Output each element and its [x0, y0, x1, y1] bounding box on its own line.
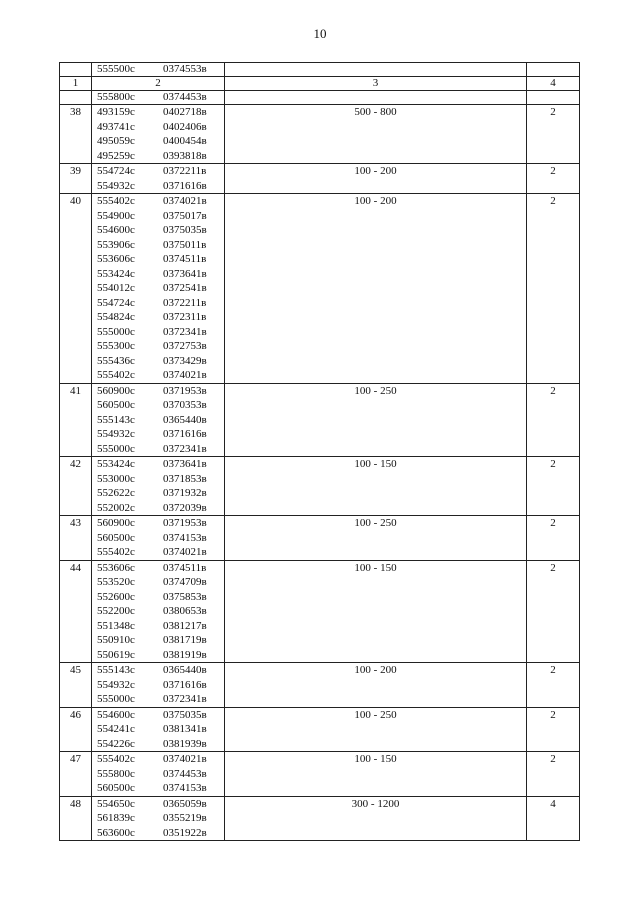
coord-lon: 0374709в [163, 576, 207, 588]
row-number: 39 [60, 164, 92, 194]
coord-lat: 553000с [97, 472, 135, 485]
coord-lat: 553424с [97, 267, 135, 280]
coord-lon: 0355219в [163, 812, 207, 824]
range-value: 300 - 1200 [225, 796, 527, 841]
table-row [60, 457, 580, 516]
class-value: 2 [527, 516, 580, 561]
coordinate-pair [92, 575, 224, 590]
coordinate-pair [92, 811, 224, 826]
coord-lon: 0375011в [163, 238, 207, 251]
table-row [60, 707, 580, 752]
coordinate-pair [92, 708, 224, 723]
class-value: 2 [527, 383, 580, 457]
coord-lon: 0374511в [163, 253, 207, 265]
coord-lon: 0374453в [163, 767, 207, 780]
coordinates-cell [92, 164, 225, 194]
row-number: 42 [60, 457, 92, 516]
range-value: 100 - 150 [225, 752, 527, 797]
coord-lon: 0372753в [163, 340, 207, 352]
coord-lon: 0381217в [163, 619, 207, 632]
coordinates-cell [92, 752, 225, 797]
coord-lat: 554932с [97, 678, 135, 691]
coord-lon: 0371953в [163, 384, 207, 397]
coord-lon: 0374511в [163, 561, 207, 574]
coord-lat: 552200с [97, 605, 135, 617]
coord-lat: 555800с [97, 91, 135, 103]
coordinate-pair [92, 179, 224, 194]
coord-lon: 0372039в [163, 501, 207, 514]
coord-lon: 0374021в [163, 546, 207, 558]
table-row [60, 516, 580, 561]
coordinate-pair [92, 678, 224, 693]
coord-lon: 0381919в [163, 648, 207, 661]
coord-lat: 552600с [97, 590, 135, 603]
coord-lat: 560500с [97, 531, 135, 544]
coord-lon: 0371616в [163, 179, 207, 192]
header-col-2: 2 [92, 77, 225, 91]
coord-lon: 0371953в [163, 517, 207, 529]
coord-lat: 553606с [97, 561, 135, 574]
coord-lat: 554932с [97, 428, 135, 440]
row-number: 48 [60, 796, 92, 841]
coordinate-pair [92, 633, 224, 648]
row-number: 47 [60, 752, 92, 797]
coordinate-pair [92, 752, 224, 767]
range-value: 100 - 250 [225, 516, 527, 561]
coord-lon: 0373641в [163, 267, 207, 280]
table-row [60, 663, 580, 708]
coord-lat: 554724с [97, 165, 135, 177]
coord-lat: 551348с [97, 619, 135, 632]
coordinate-pair [92, 545, 224, 560]
coord-lon: 0372211в [163, 296, 207, 309]
coord-lon: 0374153в [163, 531, 207, 544]
coordinate-pair [92, 398, 224, 413]
coordinate-pair [92, 648, 224, 663]
coord-lat: 550910с [97, 634, 135, 646]
coordinate-pair [92, 692, 224, 707]
coord-lat: 554600с [97, 224, 135, 236]
coord-lat: 554824с [97, 311, 135, 323]
coordinate-pair [92, 457, 224, 472]
coordinate-pair [92, 604, 224, 619]
header-col-1: 1 [60, 77, 92, 91]
table-row [60, 383, 580, 457]
coord-lon: 0402406в [163, 120, 207, 133]
table-row [60, 105, 580, 164]
coord-lon: 0374453в [163, 91, 207, 103]
range-value: 100 - 250 [225, 383, 527, 457]
coord-lat: 560900с [97, 384, 135, 397]
coord-lon: 0374021в [163, 369, 207, 381]
coordinate-pair [92, 737, 224, 752]
coordinate-pair [92, 413, 224, 428]
coord-lon: 0373429в [163, 354, 207, 367]
coordinate-pair [92, 194, 224, 209]
coord-lat: 555402с [97, 546, 135, 558]
coord-lat: 493741с [97, 120, 135, 133]
coord-lat: 555436с [97, 354, 135, 367]
range-value: 500 - 800 [225, 105, 527, 164]
page-number: 10 [313, 26, 327, 41]
coord-lat: 553520с [97, 576, 135, 588]
coord-lon: 0400454в [163, 135, 207, 147]
coordinate-pair [92, 531, 224, 546]
coord-lon: 0402718в [163, 106, 207, 118]
coordinates-table [59, 62, 580, 841]
coordinates-cell [92, 194, 225, 384]
coord-lat: 553906с [97, 238, 135, 251]
coord-lon: 0370353в [163, 399, 207, 411]
coordinate-pair [92, 501, 224, 516]
coord-lat: 493159с [97, 106, 135, 118]
row-number: 46 [60, 707, 92, 752]
coord-lon: 0371616в [163, 428, 207, 440]
coord-lon: 0365440в [163, 413, 207, 426]
coord-lon: 0372341в [163, 442, 207, 455]
coord-lon: 0393818в [163, 149, 207, 162]
coordinate-pair [92, 354, 224, 369]
coordinate-pair [92, 310, 224, 325]
coordinate-pair [92, 209, 224, 224]
coordinate-pair [92, 223, 224, 238]
coordinate-pair [92, 296, 224, 311]
coord-lon: 0381341в [163, 723, 207, 735]
coord-lat: 554226с [97, 737, 135, 750]
coord-lon: 0375035в [163, 708, 207, 721]
class-value: 2 [527, 707, 580, 752]
coord-lat: 561839с [97, 812, 135, 824]
coordinates-cell [92, 707, 225, 752]
continuation-row [60, 91, 580, 105]
coordinate-pair [92, 472, 224, 487]
coord-lat: 554012с [97, 282, 135, 294]
coordinates-cell [92, 516, 225, 561]
coord-lat: 554241с [97, 723, 135, 735]
coordinates-cell [92, 663, 225, 708]
class-value: 2 [527, 752, 580, 797]
coord-lon: 0375035в [163, 224, 207, 236]
row-number: 45 [60, 663, 92, 708]
coord-lon: 0375017в [163, 209, 207, 222]
coord-lat: 555500с [97, 63, 135, 75]
coord-lon: 0371853в [163, 472, 207, 485]
coord-lat: 553606с [97, 253, 135, 265]
coordinate-pair [92, 149, 224, 164]
coord-lat: 555143с [97, 413, 135, 426]
coord-lat: 554900с [97, 209, 135, 222]
coordinate-pair [92, 339, 224, 354]
coord-lat: 555000с [97, 442, 135, 455]
coordinates-cell [92, 105, 225, 164]
range-value: 100 - 150 [225, 560, 527, 663]
coordinate-pair [92, 325, 224, 340]
class-value: 2 [527, 105, 580, 164]
coord-lat: 495059с [97, 135, 135, 147]
coord-lat: 495259с [97, 149, 135, 162]
coordinate-pair [92, 561, 224, 576]
coordinate-pair [92, 663, 224, 678]
range-value: 100 - 200 [225, 194, 527, 384]
coordinate-pair [92, 486, 224, 501]
class-value: 2 [527, 560, 580, 663]
range-value: 100 - 150 [225, 457, 527, 516]
coord-lat: 554650с [97, 797, 135, 810]
coord-lat: 554724с [97, 296, 135, 309]
header-col-3: 3 [225, 77, 527, 91]
row-number: 44 [60, 560, 92, 663]
class-value: 2 [527, 194, 580, 384]
coord-lat: 554932с [97, 179, 135, 192]
coord-lat: 555300с [97, 340, 135, 352]
range-value: 100 - 250 [225, 707, 527, 752]
coordinate-pair [92, 797, 224, 812]
coordinates-cell [92, 383, 225, 457]
coordinate-pair [92, 281, 224, 296]
table-row [60, 796, 580, 841]
class-value: 2 [527, 663, 580, 708]
coordinate-pair [92, 722, 224, 737]
coordinate-pair [92, 368, 224, 383]
coord-lon: 0365059в [163, 797, 207, 810]
coord-lat: 555402с [97, 195, 135, 207]
coordinates-cell [92, 560, 225, 663]
coordinate-pair [92, 384, 224, 399]
range-value: 100 - 200 [225, 663, 527, 708]
coordinate-pair [92, 590, 224, 605]
coord-lon: 0381939в [163, 737, 207, 750]
coordinate-pair [92, 238, 224, 253]
row-number: 41 [60, 383, 92, 457]
table-row [60, 164, 580, 194]
header-col-4: 4 [527, 77, 580, 91]
class-value: 2 [527, 164, 580, 194]
coord-lat: 555143с [97, 664, 135, 676]
coord-lon: 0372311в [163, 311, 207, 323]
coord-lon: 0373641в [163, 458, 207, 470]
coordinate-pair [92, 105, 224, 120]
class-value: 2 [527, 457, 580, 516]
coord-lat: 560900с [97, 517, 135, 529]
coordinate-pair [92, 120, 224, 135]
coord-lat: 555000с [97, 693, 135, 705]
coord-lat: 552002с [97, 501, 135, 514]
coordinate-pair [92, 826, 224, 841]
coordinates-cell [92, 796, 225, 841]
coordinate-pair [92, 781, 224, 796]
coordinate-pair [92, 427, 224, 442]
coord-lon: 0372341в [163, 693, 207, 705]
coord-lat: 552622с [97, 487, 135, 499]
coord-lat: 555402с [97, 753, 135, 765]
coord-lat: 560500с [97, 399, 135, 411]
coord-lat: 555402с [97, 369, 135, 381]
coord-lon: 0374021в [163, 195, 207, 207]
coordinate-pair [92, 252, 224, 267]
coordinate-pair [92, 767, 224, 782]
coord-lon: 0365440в [163, 664, 207, 676]
row-number: 38 [60, 105, 92, 164]
coord-lon: 0374153в [163, 782, 207, 794]
coordinate-pair [92, 442, 224, 457]
coordinate-pair [92, 619, 224, 634]
range-value: 100 - 200 [225, 164, 527, 194]
row-number: 43 [60, 516, 92, 561]
coord-lat: 560500с [97, 782, 135, 794]
coordinate-pair [92, 267, 224, 282]
coord-lon: 0375853в [163, 590, 207, 603]
continuation-top-row [60, 63, 580, 77]
class-value: 4 [527, 796, 580, 841]
coord-lon: 0380653в [163, 605, 207, 617]
header-row [60, 77, 580, 91]
table-row [60, 560, 580, 663]
coord-lon: 0372211в [163, 165, 207, 177]
coord-lat: 553424с [97, 458, 135, 470]
coord-lon: 0374021в [163, 753, 207, 765]
coord-lat: 555800с [97, 767, 135, 780]
coord-lat: 555000с [97, 325, 135, 338]
coordinates-cell [92, 457, 225, 516]
coord-lat: 554600с [97, 708, 135, 721]
coord-lat: 550619с [97, 648, 135, 661]
table-row [60, 194, 580, 384]
coord-lon: 0374553в [163, 63, 207, 75]
coord-lon: 0381719в [163, 634, 207, 646]
coordinate-pair [92, 516, 224, 531]
coord-lon: 0371932в [163, 487, 207, 499]
row-number: 40 [60, 194, 92, 384]
table-row [60, 752, 580, 797]
coordinate-pair [92, 164, 224, 179]
coord-lon: 0351922в [163, 826, 207, 839]
coord-lon: 0372541в [163, 282, 207, 294]
coord-lat: 563600с [97, 826, 135, 839]
coord-lon: 0371616в [163, 678, 207, 691]
coord-lon: 0372341в [163, 325, 207, 338]
coordinate-pair [92, 134, 224, 149]
